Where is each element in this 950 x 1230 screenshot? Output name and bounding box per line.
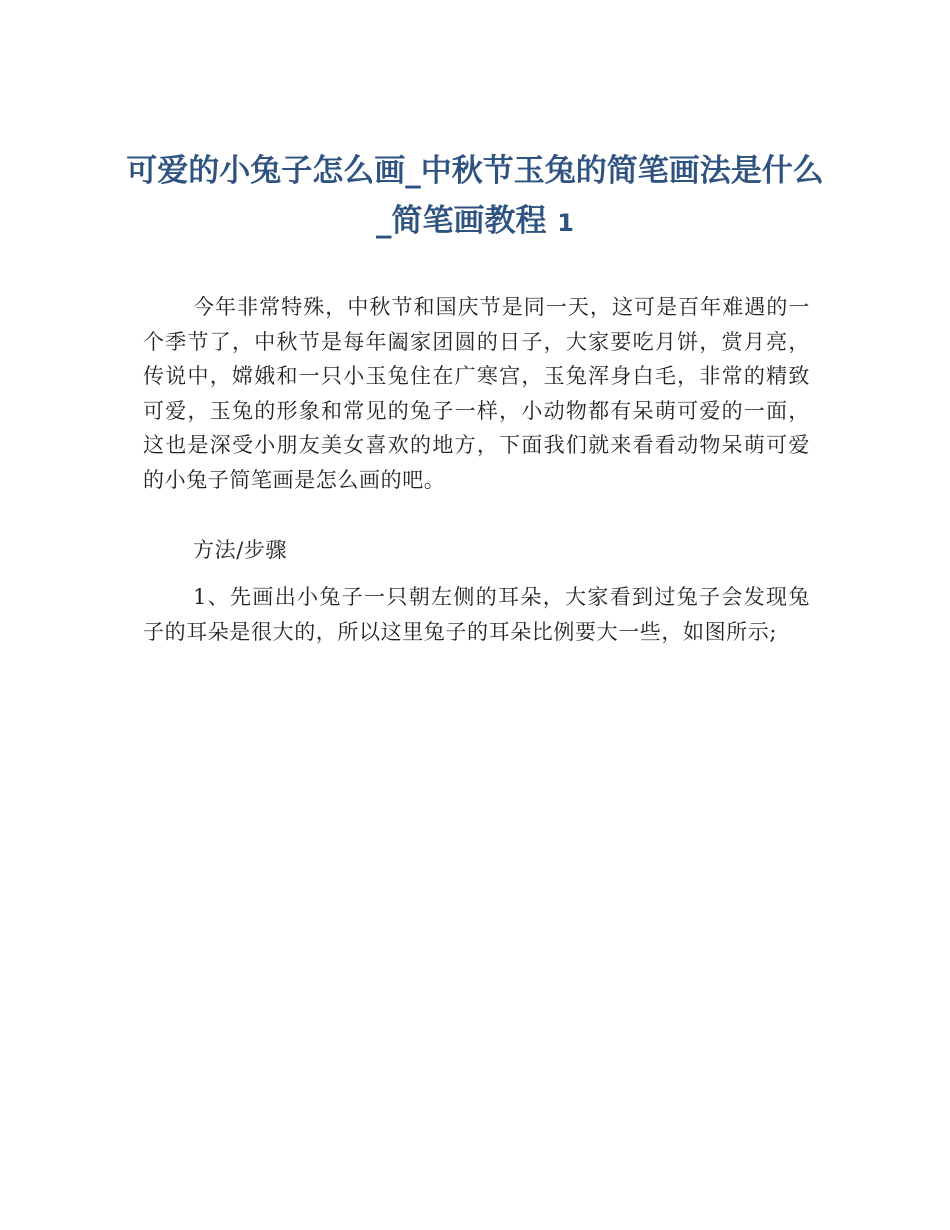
method-steps-heading: 方法/步骤	[193, 538, 288, 562]
step-1-paragraph: 1、先画出小兔子一只朝左侧的耳朵，大家看到过兔子会发现兔子的耳朵是很大的，所以这里兔子的耳朵比例要大一些，如图所示;	[143, 585, 810, 644]
title-number: 1	[557, 209, 574, 237]
title-text: 可爱的小兔子怎么画_中秋节玉兔的简笔画法是什么_简笔画教程	[126, 153, 824, 239]
intro-paragraph: 今年非常特殊，中秋节和国庆节是同一天，这可是百年难遇的一个季节了，中秋节是每年阖家团圆的日子，大家要吃月饼，赏月亮，传说中，嫦娥和一只小玉兔住在广寒宫，玉兔浑身白毛，非常的精致可爱，玉兔的形象和常见的兔子一样，小动物都有呆萌可爱的一面，这也是深受小朋友美女喜欢的地方，下面我们就来看看动物呆萌可爱的小兔子简笔画是怎么画的吧。	[143, 295, 810, 492]
document-title	[120, 146, 830, 248]
